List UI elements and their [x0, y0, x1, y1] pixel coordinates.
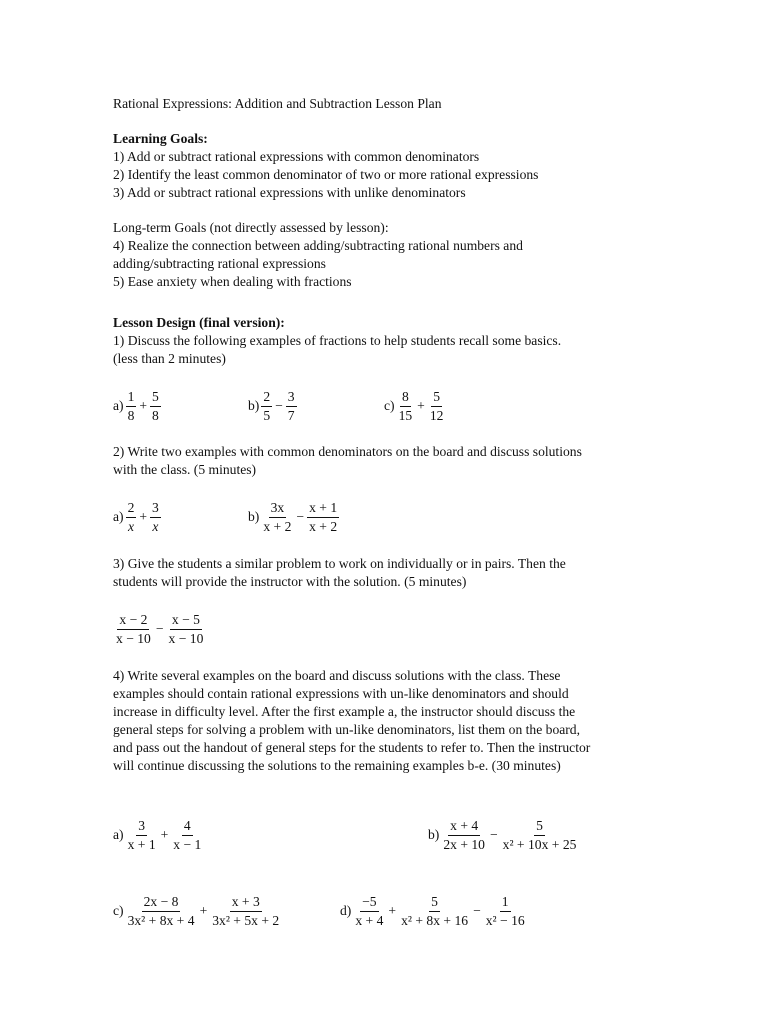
step3-line: students will provide the instructor with the solution. (5 minutes)	[113, 574, 467, 589]
learning-goal-item: 1) Add or subtract rational expressions with common denominators	[113, 149, 480, 164]
learning-goals-heading: Learning Goals:	[113, 131, 208, 146]
step4-line: general steps for solving a problem with un-like denominators, list them on the board,	[113, 722, 580, 737]
step1-line: 1) Discuss the following examples of fractions to help students recall some basics.	[113, 333, 562, 348]
step2-line: with the class. (5 minutes)	[113, 462, 257, 477]
example-1a: a) $\frac{1}{8}$ + $\frac{5}{8}$	[113, 388, 159, 423]
step1-line: (less than 2 minutes)	[113, 351, 226, 366]
long-term-goal-line: 5) Ease anxiety when dealing with fractions	[113, 274, 352, 289]
example-4a: a) $\frac{3}{x + 1}$ + $\frac{4}{x - 1}$	[113, 817, 202, 852]
step4-line: 4) Write several examples on the board and discuss solutions with the class. These	[113, 668, 561, 683]
page-title: Rational Expressions: Addition and Subtraction Lesson Plan	[113, 96, 442, 111]
step3-line: 3) Give the students a similar problem to work on individually or in pairs. Then the	[113, 556, 566, 571]
step4-line: will continue discussing the solutions to the remaining examples b-e. (30 minutes)	[113, 758, 561, 773]
step4-line: examples should contain rational expressions with un-like denominators and should	[113, 686, 569, 701]
long-term-goal-line: 4) Realize the connection between adding/subtracting rational numbers and	[113, 238, 523, 253]
step4-line: increase in difficulty level. After the first example a, the instructor should discuss the	[113, 704, 576, 719]
lesson-design-heading: Lesson Design (final version):	[113, 315, 285, 330]
example-4d: d) $\frac{-5}{x + 4}$ + $\frac{5}{\text{x² + 8x + 16}}$ − $\frac{1}{\text{x² − 16}}$	[340, 893, 525, 928]
step4-line: and pass out the handout of general steps for the students to refer to. Then the instructor	[113, 740, 591, 755]
example-4b: b) $\frac{x + 4}{2x + 10}$ − $\frac{5}{\text{x² + 10x + 25}}$	[428, 817, 577, 852]
example-1c: c) $\frac{8}{15}$ + $\frac{5}{12}$	[384, 388, 444, 423]
example-1b: b) $\frac{2}{5}$ − $\frac{3}{7}$	[248, 388, 295, 423]
example-3: $\frac{x - 2}{x - 10}$ − $\frac{x - 5}{x - 10}$	[116, 611, 204, 646]
example-2b: b) $\frac{3x}{x + 2}$ − $\frac{x + 1}{x + 2}$	[248, 499, 338, 534]
long-term-goal-line: adding/subtracting rational expressions	[113, 256, 326, 271]
step2-line: 2) Write two examples with common denominators on the board and discuss solutions	[113, 444, 582, 459]
learning-goal-item: 3) Add or subtract rational expressions with unlike denominators	[113, 185, 466, 200]
learning-goal-item: 2) Identify the least common denominator of two or more rational expressions	[113, 167, 539, 182]
example-4c: c) $\frac{2x - 8}{\text{3x² + 8x + 4}}$ + $\frac{x + 3}{\text{3x² + 5x + 2}}$	[113, 893, 280, 928]
long-term-goals-heading: Long-term Goals (not directly assessed by lesson):	[113, 220, 389, 235]
example-2a: a) $\frac{2}{x}$ + $\frac{3}{x}$	[113, 499, 159, 534]
